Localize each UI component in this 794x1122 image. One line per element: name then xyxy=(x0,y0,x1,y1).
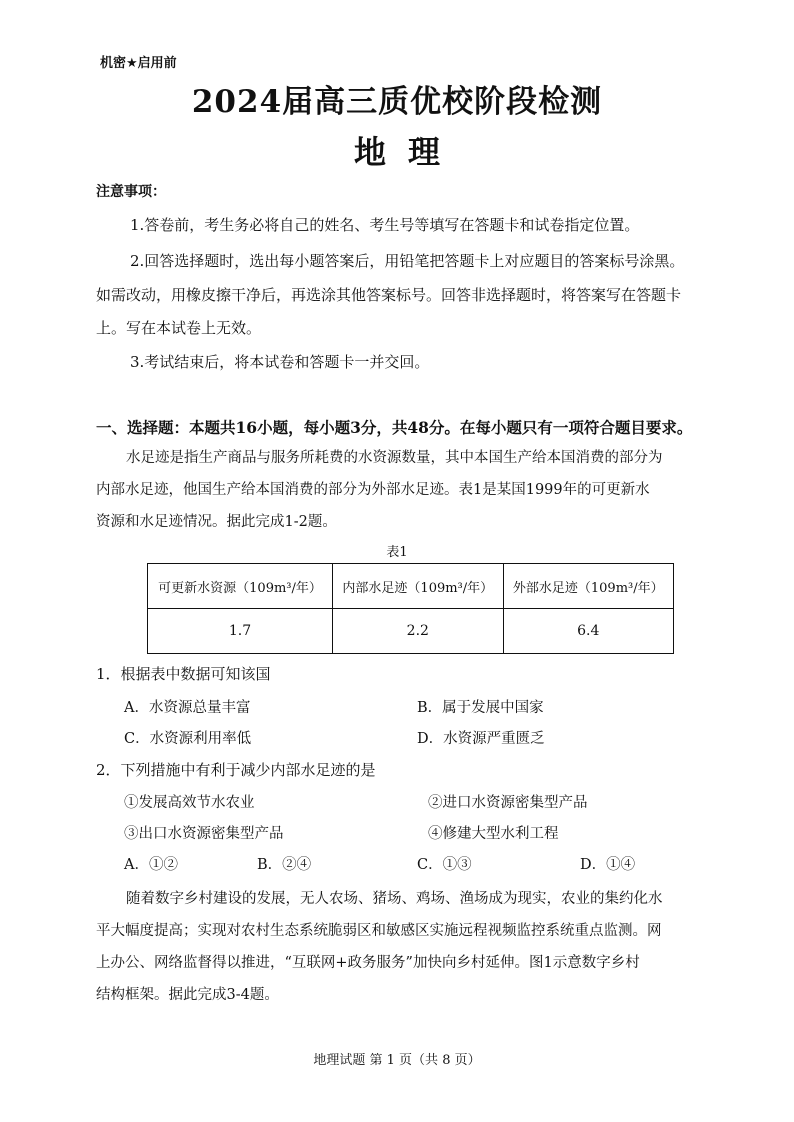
question-2-item-4: ④修建大型水利工程 xyxy=(428,826,559,842)
question-1-option-b: B．属于发展中国家 xyxy=(417,700,544,716)
water-footprint-table xyxy=(147,563,674,654)
section-heading: 一、选择题：本题共16小题，每小题3分，共48分。在每小题只有一项符合题目要求。 xyxy=(96,418,693,437)
question-2-stem: 2．下列措施中有利于减少内部水足迹的是 xyxy=(96,761,376,779)
question-2-option-a: A．①② xyxy=(124,857,178,873)
notice-item-2-line-1: 2.回答选择题时，选出每小题答案后，用铅笔把答题卡上对应题目的答案标号涂黑。 xyxy=(130,252,685,270)
question-1-option-c: C．水资源利用率低 xyxy=(124,731,252,747)
notice-item-2-line-3: 上。写在本试卷上无效。 xyxy=(96,319,262,337)
intro-line-1: 水足迹是指生产商品与服务所耗费的水资源数量，其中本国生产给本国消费的部分为 xyxy=(126,450,663,466)
passage-line-1: 随着数字乡村建设的发展，无人农场、猪场、鸡场、渔场成为现实，农业的集约化水 xyxy=(126,891,663,907)
question-2-option-c: C．①③ xyxy=(417,857,472,873)
notice-heading: 注意事项： xyxy=(96,184,166,200)
question-2-item-1: ①发展高效节水农业 xyxy=(124,795,255,811)
passage-line-4: 结构框架。据此完成3-4题。 xyxy=(96,987,279,1003)
exam-title: 2024届高三质优校阶段检测 xyxy=(191,84,603,120)
question-2-item-2: ②进口水资源密集型产品 xyxy=(428,795,588,811)
table-caption: 表1 xyxy=(386,545,408,560)
table-cell: 2.2 xyxy=(333,609,503,654)
question-1-stem: 1．根据表中数据可知该国 xyxy=(96,665,271,683)
table-cell: 1.7 xyxy=(148,609,333,654)
question-1-option-d: D．水资源严重匮乏 xyxy=(417,731,545,747)
question-2-option-d: D．①④ xyxy=(580,857,636,873)
question-1-option-a: A．水资源总量丰富 xyxy=(124,700,251,716)
table-row xyxy=(148,609,674,654)
table-header-cell: 内部水足迹（109m³/年） xyxy=(333,564,503,609)
question-2-option-b: B．②④ xyxy=(257,857,312,873)
question-2-item-3: ③出口水资源密集型产品 xyxy=(124,826,284,842)
confidential-label: 机密★启用前 xyxy=(100,56,177,71)
notice-item-2-line-2: 如需改动，用橡皮擦干净后，再选涂其他答案标号。回答非选择题时，将答案写在答题卡 xyxy=(96,286,682,304)
table-cell: 6.4 xyxy=(503,609,673,654)
notice-item-1: 1.答卷前，考生务必将自己的姓名、考生号等填写在答题卡和试卷指定位置。 xyxy=(130,216,640,234)
intro-line-3: 资源和水足迹情况。据此完成1-2题。 xyxy=(96,514,337,530)
subject-title: 地理 xyxy=(353,133,462,171)
table-header-cell: 可更新水资源（109m³/年） xyxy=(148,564,333,609)
notice-item-3: 3.考试结束后，将本试卷和答题卡一并交回。 xyxy=(130,353,430,371)
page-footer: 地理试题 第 1 页（共 8 页） xyxy=(313,1053,481,1068)
table-header-cell: 外部水足迹（109m³/年） xyxy=(503,564,673,609)
passage-line-3: 上办公、网络监督得以推进，“互联网+政务服务”加快向乡村延伸。图1示意数字乡村 xyxy=(96,955,640,971)
passage-line-2: 平大幅度提高；实现对农村生态系统脆弱区和敏感区实施远程视频监控系统重点监测。网 xyxy=(96,923,662,939)
table-header-row xyxy=(148,564,674,609)
intro-line-2: 内部水足迹，他国生产给本国消费的部分为外部水足迹。表1是某国1999年的可更新水 xyxy=(96,482,650,498)
